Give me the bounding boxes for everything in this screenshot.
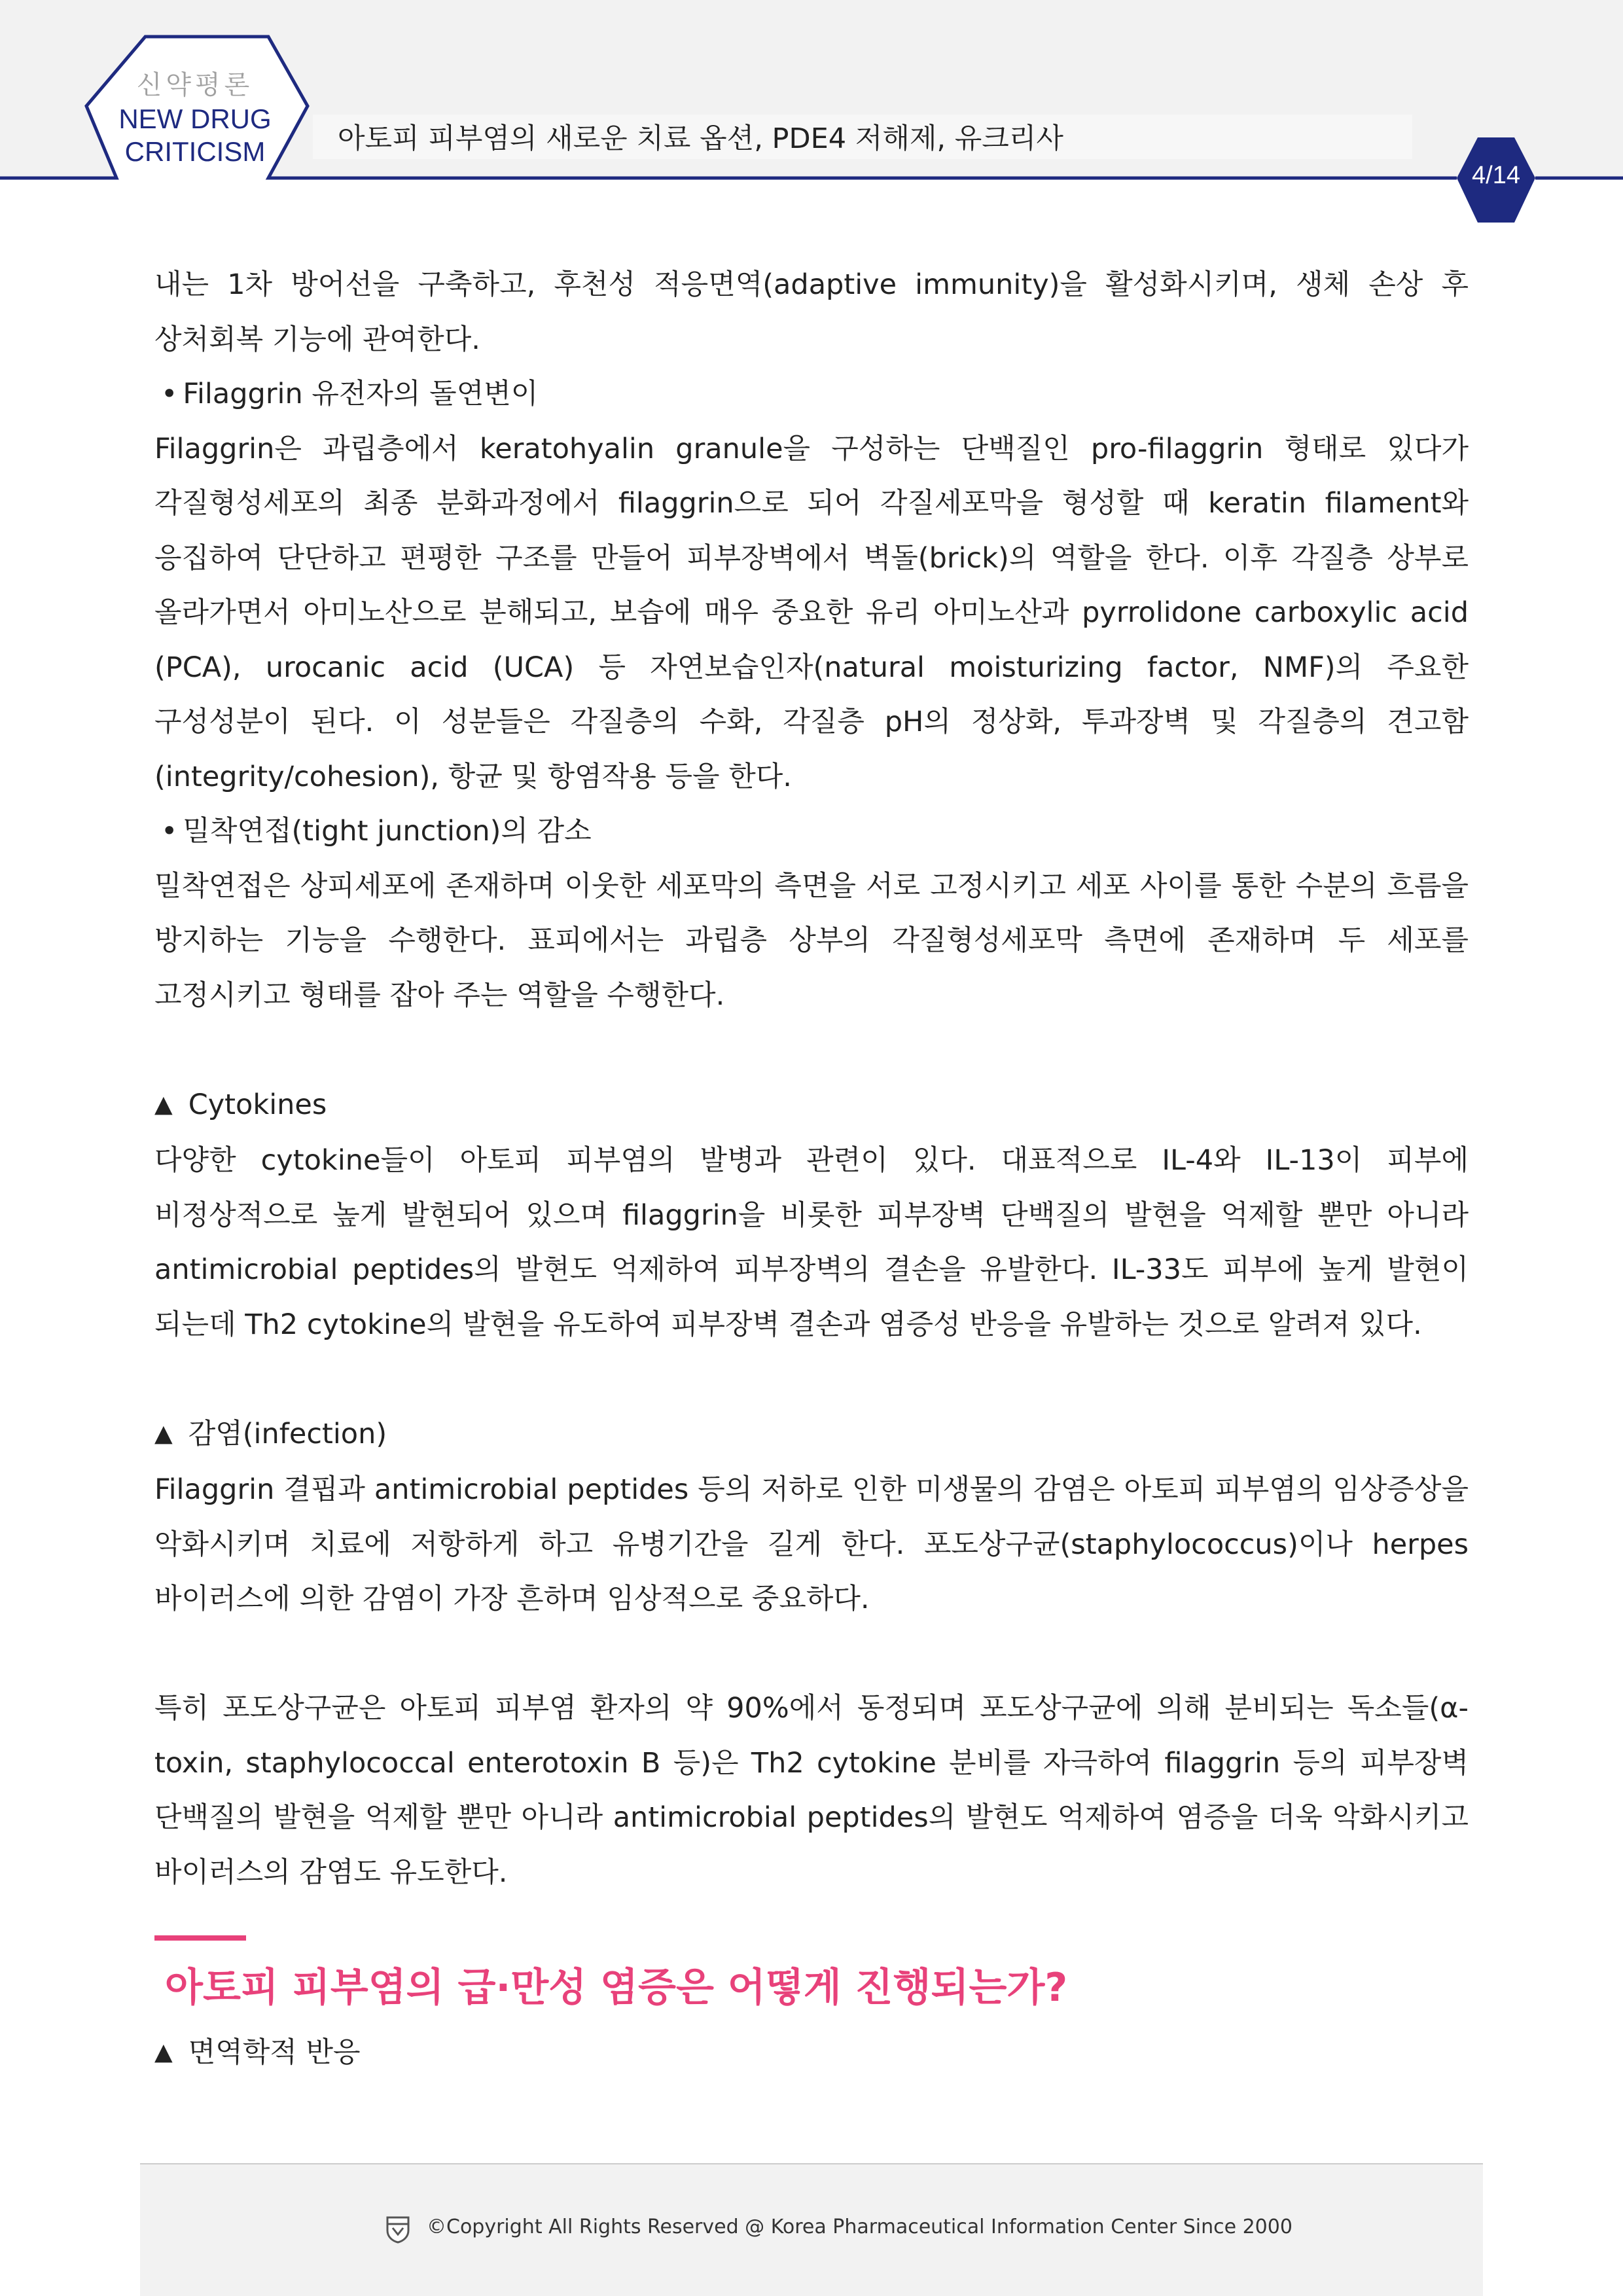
triangle-icon: ▲ bbox=[154, 1420, 173, 1447]
paragraph-filaggrin: Filaggrin은 과립층에서 keratohyalin granule을 구성하는 단백질인 pro-filaggrin 형태로 있다가 각질형성세포의 최종 분화과정에서 filaggrin으로 되어 각질세포막을 형성할 때 keratin filament와 응집하여 단단하고 편평한 구조를 만들어 피부장벽에서 벽돌(brick)의 역할을 한다. 이후 각질층 상부로 올라가면서 아미노산으로 분해되고, 보습에 매우 중요한 유리 아미노산과 pyrrolidone carboxylic acid (PCA), urocanic acid (UCA) 등 자연보습인자(natural moisturizing factor, NMF)의 주요한 구성성분이 된다. 이 성분들은 각질층의 수화, 각질층 pH의 정상화, 투과장벽 및 각질층의 견고함(integrity/cohesion), 항균 및 항염작용 등을 한다. bbox=[154, 432, 1469, 793]
heading-cytokines bbox=[154, 1078, 1469, 1134]
footer-divider bbox=[140, 2163, 1483, 2164]
bullet-filaggrin bbox=[154, 367, 1469, 422]
heading-immune-response-label: 면역학적 반응 bbox=[188, 2036, 361, 2069]
logo-english-line1: NEW DRUG bbox=[118, 103, 272, 134]
paragraph-immunity: 내는 1차 방어선을 구축하고, 후천성 적응면역(adaptive immunity)을 활성화시키며, 생체 손상 후 상처회복 기능에 관여한다. bbox=[154, 268, 1469, 356]
spacer bbox=[154, 1900, 1469, 1935]
paragraph-staphylococcus: 특히 포도상구균은 아토피 피부염 환자의 약 90%에서 동정되며 포도상구균에 의해 분비되는 독소들(α-toxin, staphylococcal enterotoxin B 등)은 Th2 cytokine 분비를 자극하여 filaggrin 등의 피부장벽 단백질의 발현을 억제할 뿐만 아니라 antimicrobial peptides의 발현도 억제하여 염증을 더욱 악화시키고 바이러스의 감염도 유도한다. bbox=[154, 1692, 1469, 1889]
bullet-dot: • bbox=[161, 378, 178, 410]
page-header bbox=[0, 0, 1623, 190]
section-inflammation bbox=[154, 1935, 1469, 2082]
article-body bbox=[154, 258, 1469, 2082]
logo-english-line2: CRITICISM bbox=[124, 136, 266, 167]
copyright-text: ©Copyright All Rights Reserved @ Korea Pharmaceutical Information Center Since 2000 bbox=[427, 2215, 1293, 2238]
bullet-dot: • bbox=[161, 815, 178, 848]
section-heading: 아토피 피부염의 급·만성 염증은 어떻게 진행되는가? bbox=[165, 1965, 1068, 2011]
paragraph-tight-junction: 밀착연접은 상피세포에 존재하며 이웃한 세포막의 측면을 서로 고정시키고 세포 사이를 통한 수분의 흐름을 방지하는 기능을 수행한다. 표피에서는 과립층 상부의 각질형성세포막 측면에 존재하며 두 세포를 고정시키고 형태를 잡아 주는 역할을 수행한다. bbox=[154, 869, 1469, 1012]
heading-accent-bar bbox=[154, 1935, 246, 1941]
logo-korean: 신약평론 bbox=[136, 70, 254, 100]
spacer bbox=[154, 1352, 1469, 1407]
heading-cytokines-label: Cytokines bbox=[188, 1088, 327, 1121]
heading-infection bbox=[154, 1407, 1469, 1463]
bullet-tight-junction-label: 밀착연접(tight junction)의 감소 bbox=[183, 815, 592, 848]
bullet-filaggrin-label: Filaggrin 유전자의 돌연변이 bbox=[183, 378, 539, 410]
spacer bbox=[154, 1627, 1469, 1682]
paragraph-infection: Filaggrin 결핍과 antimicrobial peptides 등의 저하로 인한 미생물의 감염은 아토피 피부염의 임상증상을 악화시키며 치료에 저항하게 하고 유병기간을 길게 한다. 포도상구균(staphylococcus)이나 herpes 바이러스에 의한 감염이 가장 흔하며 임상적으로 중요하다. bbox=[154, 1473, 1469, 1615]
page-number: 4/14 bbox=[1472, 162, 1520, 189]
triangle-icon: ▲ bbox=[154, 1090, 173, 1118]
heading-infection-label: 감염(infection) bbox=[188, 1417, 387, 1450]
spacer bbox=[154, 1023, 1469, 1078]
emblem-icon bbox=[383, 2215, 412, 2244]
triangle-icon: ▲ bbox=[154, 2039, 173, 2066]
paragraph-cytokines: 다양한 cytokine들이 아토피 피부염의 발병과 관련이 있다. 대표적으로 IL-4와 IL-13이 피부에 비정상적으로 높게 발현되어 있으며 filaggrin을 비롯한 피부장벽 단백질의 발현을 억제할 뿐만 아니라 antimicrobial peptides의 발현도 억제하여 피부장벽의 결손을 유발한다. IL-33도 피부에 높게 발현이 되는데 Th2 cytokine의 발현을 유도하여 피부장벽 결손과 염증성 반응을 유발하는 것으로 알려져 있다. bbox=[154, 1144, 1469, 1341]
bullet-tight-junction bbox=[154, 804, 1469, 859]
heading-immune-response bbox=[154, 2026, 1469, 2082]
document-title: 아토피 피부염의 새로운 치료 옵션, PDE4 저해제, 유크리사 bbox=[338, 122, 1063, 155]
